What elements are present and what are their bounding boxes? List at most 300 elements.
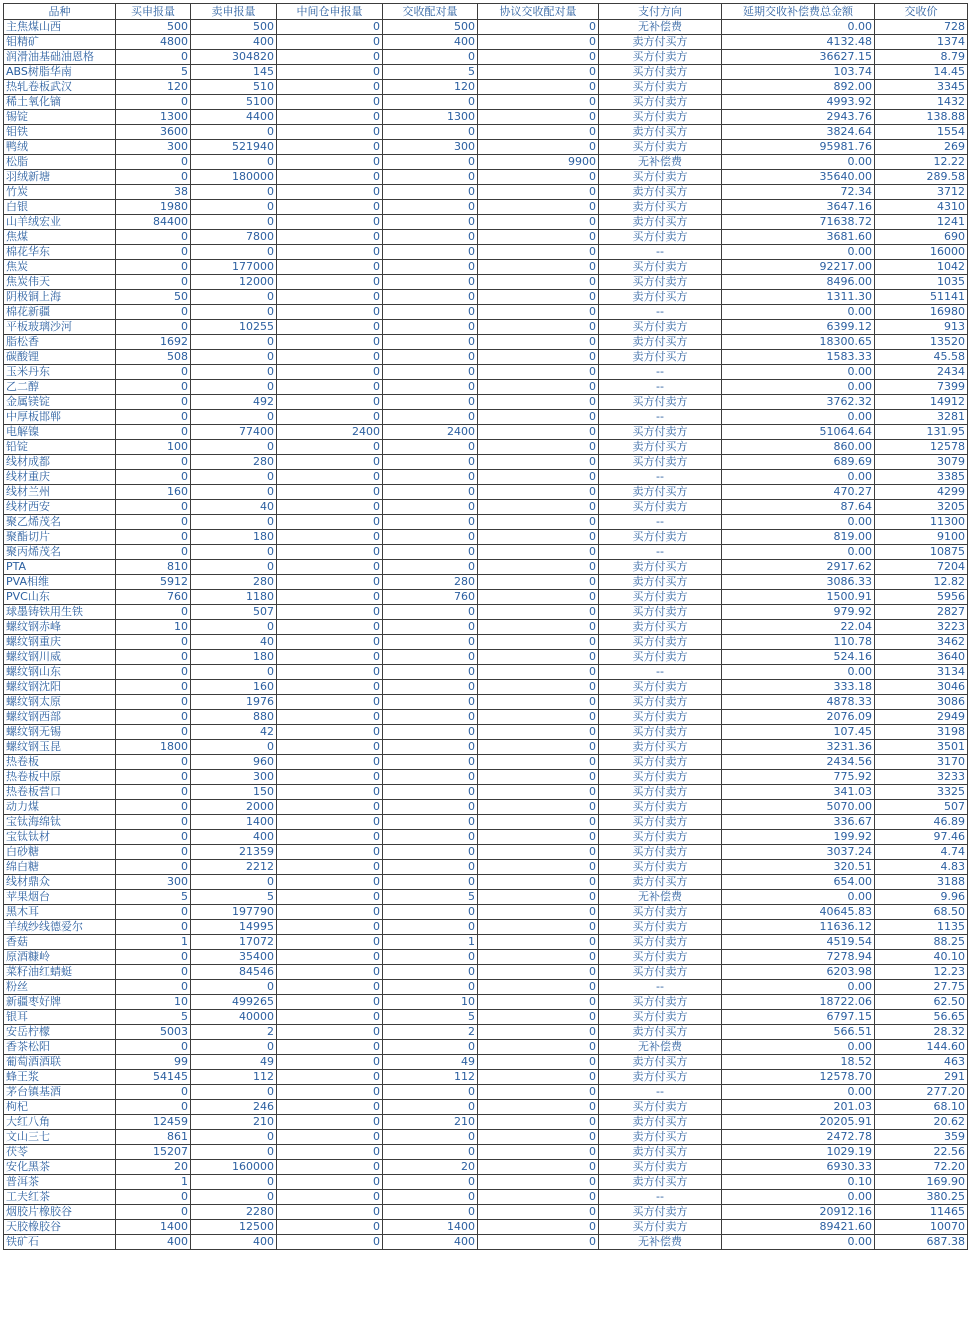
delivery-matched-qty-cell: 0: [383, 635, 478, 650]
delivery-price-cell: 10070: [875, 1220, 968, 1235]
mid-warehouse-qty-cell: 0: [277, 605, 383, 620]
mid-warehouse-qty-cell: 0: [277, 410, 383, 425]
buy-qty-cell: 54145: [116, 1070, 191, 1085]
mid-warehouse-qty-cell: 0: [277, 110, 383, 125]
buy-qty-cell: 0: [116, 470, 191, 485]
agreement-matched-qty-cell: 0: [478, 710, 599, 725]
sell-qty-cell: 180000: [191, 170, 277, 185]
payment-direction-cell: 买方付卖方: [599, 275, 722, 290]
payment-direction-cell: 卖方付买方: [599, 485, 722, 500]
commodity-name-cell: 原酒糠岭: [4, 950, 116, 965]
agreement-matched-qty-cell: 0: [478, 620, 599, 635]
table-row: [4, 860, 968, 875]
commodity-name-cell: 球墨铸铁用生铁: [4, 605, 116, 620]
buy-qty-cell: 20: [116, 1160, 191, 1175]
table-row: [4, 1040, 968, 1055]
compensation-amount-cell: 107.45: [722, 725, 875, 740]
sell-qty-cell: 49: [191, 1055, 277, 1070]
payment-direction-cell: 买方付卖方: [599, 170, 722, 185]
commodity-name-cell: 烟胶片橡胶谷: [4, 1205, 116, 1220]
delivery-matched-qty-cell: 0: [383, 830, 478, 845]
table-row: [4, 290, 968, 305]
buy-qty-cell: 0: [116, 500, 191, 515]
delivery-matched-qty-cell: 1300: [383, 110, 478, 125]
commodity-name-cell: 螺纹钢川威: [4, 650, 116, 665]
commodity-name-cell: 绵白糖: [4, 860, 116, 875]
compensation-amount-cell: 2943.76: [722, 110, 875, 125]
compensation-amount-cell: 860.00: [722, 440, 875, 455]
compensation-amount-cell: 341.03: [722, 785, 875, 800]
compensation-amount-cell: 8496.00: [722, 275, 875, 290]
sell-qty-cell: 492: [191, 395, 277, 410]
sell-qty-cell: 0: [191, 485, 277, 500]
compensation-amount-cell: 2434.56: [722, 755, 875, 770]
table-row: [4, 245, 968, 260]
agreement-matched-qty-cell: 0: [478, 575, 599, 590]
table-body: [4, 20, 968, 1250]
delivery-matched-qty-cell: 0: [383, 965, 478, 980]
compensation-amount-cell: 0.00: [722, 20, 875, 35]
buy-qty-cell: 10: [116, 620, 191, 635]
table-row: [4, 125, 968, 140]
commodity-name-cell: ABS树脂华南: [4, 65, 116, 80]
agreement-matched-qty-cell: 0: [478, 65, 599, 80]
table-row: [4, 665, 968, 680]
compensation-amount-cell: 0.00: [722, 470, 875, 485]
table-row: [4, 1115, 968, 1130]
agreement-matched-qty-cell: 0: [478, 605, 599, 620]
agreement-matched-qty-cell: 0: [478, 950, 599, 965]
agreement-matched-qty-cell: 0: [478, 185, 599, 200]
sell-qty-cell: 12000: [191, 275, 277, 290]
mid-warehouse-qty-cell: 0: [277, 245, 383, 260]
delivery-price-cell: 3233: [875, 770, 968, 785]
sell-qty-cell: 300: [191, 770, 277, 785]
table-row: [4, 965, 968, 980]
agreement-matched-qty-cell: 0: [478, 995, 599, 1010]
agreement-matched-qty-cell: 0: [478, 380, 599, 395]
mid-warehouse-qty-cell: 0: [277, 1070, 383, 1085]
buy-qty-cell: 861: [116, 1130, 191, 1145]
compensation-amount-cell: 819.00: [722, 530, 875, 545]
payment-direction-cell: --: [599, 410, 722, 425]
compensation-amount-cell: 3681.60: [722, 230, 875, 245]
agreement-matched-qty-cell: 0: [478, 395, 599, 410]
mid-warehouse-qty-cell: 0: [277, 185, 383, 200]
payment-direction-cell: 卖方付买方: [599, 1055, 722, 1070]
payment-direction-cell: 买方付卖方: [599, 905, 722, 920]
delivery-matched-qty-cell: 10: [383, 995, 478, 1010]
payment-direction-cell: 买方付卖方: [599, 1205, 722, 1220]
delivery-price-cell: 12578: [875, 440, 968, 455]
compensation-amount-cell: 0.00: [722, 155, 875, 170]
delivery-price-cell: 3046: [875, 680, 968, 695]
agreement-matched-qty-cell: 0: [478, 125, 599, 140]
mid-warehouse-qty-cell: 0: [277, 1205, 383, 1220]
delivery-price-cell: 3086: [875, 695, 968, 710]
agreement-matched-qty-cell: 0: [478, 635, 599, 650]
payment-direction-cell: 买方付卖方: [599, 710, 722, 725]
delivery-price-cell: 2827: [875, 605, 968, 620]
compensation-amount-cell: 0.00: [722, 1040, 875, 1055]
compensation-amount-cell: 4132.48: [722, 35, 875, 50]
table-row: [4, 815, 968, 830]
agreement-matched-qty-cell: 0: [478, 920, 599, 935]
payment-direction-cell: 买方付卖方: [599, 785, 722, 800]
delivery-price-cell: 27.75: [875, 980, 968, 995]
buy-qty-cell: 0: [116, 650, 191, 665]
agreement-matched-qty-cell: 0: [478, 170, 599, 185]
agreement-matched-qty-cell: 0: [478, 1115, 599, 1130]
sell-qty-cell: 0: [191, 440, 277, 455]
compensation-amount-cell: 7278.94: [722, 950, 875, 965]
mid-warehouse-qty-cell: 0: [277, 65, 383, 80]
agreement-matched-qty-cell: 0: [478, 845, 599, 860]
agreement-matched-qty-cell: 0: [478, 905, 599, 920]
buy-qty-cell: 0: [116, 275, 191, 290]
buy-qty-cell: 0: [116, 800, 191, 815]
delivery-matched-qty-cell: 500: [383, 20, 478, 35]
commodity-name-cell: 葡萄酒酒联: [4, 1055, 116, 1070]
delivery-price-cell: 687.38: [875, 1235, 968, 1250]
commodity-name-cell: 焦炭: [4, 260, 116, 275]
sell-qty-cell: 0: [191, 380, 277, 395]
commodity-name-cell: 线材成都: [4, 455, 116, 470]
agreement-matched-qty-cell: 0: [478, 1160, 599, 1175]
buy-qty-cell: 0: [116, 1100, 191, 1115]
sell-qty-cell: 17072: [191, 935, 277, 950]
compensation-amount-cell: 524.16: [722, 650, 875, 665]
agreement-matched-qty-cell: 0: [478, 335, 599, 350]
table-row: [4, 425, 968, 440]
sell-qty-cell: 0: [191, 875, 277, 890]
compensation-amount-cell: 71638.72: [722, 215, 875, 230]
commodity-name-cell: 螺纹钢山东: [4, 665, 116, 680]
commodity-name-cell: 大红八角: [4, 1115, 116, 1130]
commodity-name-cell: 竹炭: [4, 185, 116, 200]
payment-direction-cell: 买方付卖方: [599, 965, 722, 980]
compensation-amount-cell: 4878.33: [722, 695, 875, 710]
delivery-price-cell: 13520: [875, 335, 968, 350]
delivery-matched-qty-cell: 0: [383, 920, 478, 935]
commodity-name-cell: 钼精矿: [4, 35, 116, 50]
payment-direction-cell: 买方付卖方: [599, 230, 722, 245]
buy-qty-cell: 0: [116, 770, 191, 785]
sell-qty-cell: 210: [191, 1115, 277, 1130]
buy-qty-cell: 0: [116, 320, 191, 335]
buy-qty-cell: 0: [116, 725, 191, 740]
buy-qty-cell: 0: [116, 1190, 191, 1205]
sell-qty-cell: 40000: [191, 1010, 277, 1025]
sell-qty-cell: 0: [191, 560, 277, 575]
mid-warehouse-qty-cell: 0: [277, 170, 383, 185]
delivery-matched-qty-cell: 0: [383, 215, 478, 230]
agreement-matched-qty-cell: 0: [478, 590, 599, 605]
compensation-amount-cell: 1500.91: [722, 590, 875, 605]
delivery-matched-qty-cell: 0: [383, 725, 478, 740]
delivery-matched-qty-cell: 0: [383, 950, 478, 965]
delivery-price-cell: 22.56: [875, 1145, 968, 1160]
delivery-price-cell: 8.79: [875, 50, 968, 65]
col-compensation-amount-header: 延期交收补偿费总金额: [722, 4, 875, 20]
compensation-amount-cell: 11636.12: [722, 920, 875, 935]
delivery-price-cell: 1432: [875, 95, 968, 110]
delivery-matched-qty-cell: 0: [383, 245, 478, 260]
payment-direction-cell: --: [599, 365, 722, 380]
agreement-matched-qty-cell: 0: [478, 95, 599, 110]
compensation-amount-cell: 110.78: [722, 635, 875, 650]
payment-direction-cell: 卖方付买方: [599, 1175, 722, 1190]
buy-qty-cell: 1: [116, 1175, 191, 1190]
delivery-price-cell: 1135: [875, 920, 968, 935]
mid-warehouse-qty-cell: 0: [277, 575, 383, 590]
delivery-price-cell: 4310: [875, 200, 968, 215]
commodity-name-cell: 聚乙烯茂名: [4, 515, 116, 530]
mid-warehouse-qty-cell: 0: [277, 80, 383, 95]
col-agreement-matched-qty-header: 协议交收配对量: [478, 4, 599, 20]
buy-qty-cell: 0: [116, 455, 191, 470]
delivery-price-cell: 507: [875, 800, 968, 815]
sell-qty-cell: 40: [191, 500, 277, 515]
compensation-amount-cell: 0.00: [722, 890, 875, 905]
table-row: [4, 80, 968, 95]
sell-qty-cell: 10255: [191, 320, 277, 335]
table-row: [4, 515, 968, 530]
agreement-matched-qty-cell: 0: [478, 695, 599, 710]
payment-direction-cell: 无补偿费: [599, 1040, 722, 1055]
delivery-price-cell: 5956: [875, 590, 968, 605]
mid-warehouse-qty-cell: 0: [277, 935, 383, 950]
delivery-price-cell: 45.58: [875, 350, 968, 365]
table-row: [4, 935, 968, 950]
mid-warehouse-qty-cell: 0: [277, 260, 383, 275]
commodity-name-cell: 脂松香: [4, 335, 116, 350]
mid-warehouse-qty-cell: 0: [277, 530, 383, 545]
commodity-name-cell: 苹果烟台: [4, 890, 116, 905]
mid-warehouse-qty-cell: 0: [277, 380, 383, 395]
payment-direction-cell: 买方付卖方: [599, 110, 722, 125]
agreement-matched-qty-cell: 0: [478, 860, 599, 875]
commodity-name-cell: 铁矿石: [4, 1235, 116, 1250]
payment-direction-cell: 买方付卖方: [599, 770, 722, 785]
commodity-name-cell: PVA相维: [4, 575, 116, 590]
commodity-name-cell: 铅锭: [4, 440, 116, 455]
buy-qty-cell: 1692: [116, 335, 191, 350]
agreement-matched-qty-cell: 0: [478, 755, 599, 770]
sell-qty-cell: 14995: [191, 920, 277, 935]
payment-direction-cell: 买方付卖方: [599, 650, 722, 665]
compensation-amount-cell: 35640.00: [722, 170, 875, 185]
table-row: [4, 350, 968, 365]
payment-direction-cell: 卖方付买方: [599, 1070, 722, 1085]
sell-qty-cell: 246: [191, 1100, 277, 1115]
agreement-matched-qty-cell: 0: [478, 470, 599, 485]
delivery-matched-qty-cell: 0: [383, 875, 478, 890]
compensation-amount-cell: 2076.09: [722, 710, 875, 725]
sell-qty-cell: 160: [191, 680, 277, 695]
agreement-matched-qty-cell: 0: [478, 500, 599, 515]
sell-qty-cell: 42: [191, 725, 277, 740]
buy-qty-cell: 0: [116, 170, 191, 185]
delivery-matched-qty-cell: 0: [383, 230, 478, 245]
delivery-price-cell: 12.82: [875, 575, 968, 590]
agreement-matched-qty-cell: 0: [478, 20, 599, 35]
agreement-matched-qty-cell: 0: [478, 1130, 599, 1145]
commodity-name-cell: 金属镁锭: [4, 395, 116, 410]
payment-direction-cell: 卖方付买方: [599, 440, 722, 455]
delivery-matched-qty-cell: 300: [383, 140, 478, 155]
agreement-matched-qty-cell: 0: [478, 110, 599, 125]
buy-qty-cell: 12459: [116, 1115, 191, 1130]
agreement-matched-qty-cell: 0: [478, 1100, 599, 1115]
commodity-name-cell: 蜂王浆: [4, 1070, 116, 1085]
agreement-matched-qty-cell: 0: [478, 1010, 599, 1025]
sell-qty-cell: 0: [191, 470, 277, 485]
sell-qty-cell: 0: [191, 155, 277, 170]
payment-direction-cell: 买方付卖方: [599, 425, 722, 440]
sell-qty-cell: 1180: [191, 590, 277, 605]
sell-qty-cell: 2280: [191, 1205, 277, 1220]
delivery-price-cell: 3501: [875, 740, 968, 755]
agreement-matched-qty-cell: 0: [478, 305, 599, 320]
table-row: [4, 530, 968, 545]
compensation-amount-cell: 87.64: [722, 500, 875, 515]
compensation-amount-cell: 3824.64: [722, 125, 875, 140]
mid-warehouse-qty-cell: 0: [277, 155, 383, 170]
delivery-price-cell: 3385: [875, 470, 968, 485]
compensation-amount-cell: 1029.19: [722, 1145, 875, 1160]
delivery-matched-qty-cell: 400: [383, 1235, 478, 1250]
payment-direction-cell: 买方付卖方: [599, 500, 722, 515]
mid-warehouse-qty-cell: 0: [277, 1040, 383, 1055]
buy-qty-cell: 400: [116, 1235, 191, 1250]
table-row: [4, 1190, 968, 1205]
buy-qty-cell: 0: [116, 695, 191, 710]
mid-warehouse-qty-cell: 0: [277, 515, 383, 530]
delivery-price-cell: 28.32: [875, 1025, 968, 1040]
buy-qty-cell: 0: [116, 815, 191, 830]
mid-warehouse-qty-cell: 0: [277, 35, 383, 50]
buy-qty-cell: 50: [116, 290, 191, 305]
col-delivery-price-header: 交收价: [875, 4, 968, 20]
buy-qty-cell: 120: [116, 80, 191, 95]
col-sell-qty-header: 卖申报量: [191, 4, 277, 20]
payment-direction-cell: 买方付卖方: [599, 455, 722, 470]
buy-qty-cell: 0: [116, 305, 191, 320]
buy-qty-cell: 38: [116, 185, 191, 200]
delivery-matched-qty-cell: 0: [383, 185, 478, 200]
buy-qty-cell: 0: [116, 965, 191, 980]
compensation-amount-cell: 89421.60: [722, 1220, 875, 1235]
delivery-price-cell: 14.45: [875, 65, 968, 80]
table-row: [4, 65, 968, 80]
payment-direction-cell: 卖方付买方: [599, 560, 722, 575]
agreement-matched-qty-cell: 0: [478, 1205, 599, 1220]
commodity-name-cell: 线材鼎众: [4, 875, 116, 890]
table-row: [4, 590, 968, 605]
mid-warehouse-qty-cell: 0: [277, 815, 383, 830]
delivery-price-cell: 728: [875, 20, 968, 35]
payment-direction-cell: 买方付卖方: [599, 395, 722, 410]
mid-warehouse-qty-cell: 0: [277, 650, 383, 665]
buy-qty-cell: 0: [116, 680, 191, 695]
compensation-amount-cell: 40645.83: [722, 905, 875, 920]
sell-qty-cell: 0: [191, 1130, 277, 1145]
compensation-amount-cell: 0.00: [722, 980, 875, 995]
sell-qty-cell: 0: [191, 545, 277, 560]
payment-direction-cell: 卖方付买方: [599, 875, 722, 890]
commodity-name-cell: 热轧卷板武汉: [4, 80, 116, 95]
agreement-matched-qty-cell: 0: [478, 50, 599, 65]
table-row: [4, 320, 968, 335]
mid-warehouse-qty-cell: 0: [277, 965, 383, 980]
table-row: [4, 1055, 968, 1070]
delivery-price-cell: 3134: [875, 665, 968, 680]
agreement-matched-qty-cell: 0: [478, 1175, 599, 1190]
commodity-name-cell: 线材重庆: [4, 470, 116, 485]
mid-warehouse-qty-cell: 0: [277, 500, 383, 515]
delivery-price-cell: 10875: [875, 545, 968, 560]
delivery-matched-qty-cell: 5: [383, 65, 478, 80]
delivery-matched-qty-cell: 1: [383, 935, 478, 950]
delivery-price-cell: 12.23: [875, 965, 968, 980]
delivery-matched-qty-cell: 0: [383, 755, 478, 770]
compensation-amount-cell: 1311.30: [722, 290, 875, 305]
table-row: [4, 710, 968, 725]
mid-warehouse-qty-cell: 0: [277, 830, 383, 845]
payment-direction-cell: 买方付卖方: [599, 935, 722, 950]
agreement-matched-qty-cell: 0: [478, 1025, 599, 1040]
mid-warehouse-qty-cell: 0: [277, 350, 383, 365]
agreement-matched-qty-cell: 0: [478, 680, 599, 695]
table-row: [4, 35, 968, 50]
mid-warehouse-qty-cell: 0: [277, 290, 383, 305]
col-name-header: 品种: [4, 4, 116, 20]
agreement-matched-qty-cell: 0: [478, 890, 599, 905]
commodity-name-cell: 工夫红茶: [4, 1190, 116, 1205]
sell-qty-cell: 0: [191, 290, 277, 305]
delivery-price-cell: 1554: [875, 125, 968, 140]
payment-direction-cell: 买方付卖方: [599, 1220, 722, 1235]
payment-direction-cell: --: [599, 515, 722, 530]
commodity-name-cell: 鸭绒: [4, 140, 116, 155]
table-row: [4, 485, 968, 500]
buy-qty-cell: 0: [116, 1205, 191, 1220]
sell-qty-cell: 2212: [191, 860, 277, 875]
delivery-matched-qty-cell: 0: [383, 620, 478, 635]
buy-qty-cell: 1400: [116, 1220, 191, 1235]
mid-warehouse-qty-cell: 0: [277, 95, 383, 110]
payment-direction-cell: 买方付卖方: [599, 695, 722, 710]
sell-qty-cell: 197790: [191, 905, 277, 920]
delivery-price-cell: 138.88: [875, 110, 968, 125]
buy-qty-cell: 0: [116, 920, 191, 935]
table-row: [4, 1070, 968, 1085]
agreement-matched-qty-cell: 0: [478, 785, 599, 800]
commodity-name-cell: 热卷板营口: [4, 785, 116, 800]
mid-warehouse-qty-cell: 0: [277, 755, 383, 770]
delivery-matched-qty-cell: 0: [383, 305, 478, 320]
delivery-matched-qty-cell: 0: [383, 320, 478, 335]
payment-direction-cell: 卖方付买方: [599, 1145, 722, 1160]
delivery-matched-qty-cell: 0: [383, 500, 478, 515]
commodity-name-cell: 宝钛钛材: [4, 830, 116, 845]
sell-qty-cell: 0: [191, 515, 277, 530]
table-row: [4, 455, 968, 470]
compensation-amount-cell: 320.51: [722, 860, 875, 875]
buy-qty-cell: 0: [116, 530, 191, 545]
table-row: [4, 200, 968, 215]
